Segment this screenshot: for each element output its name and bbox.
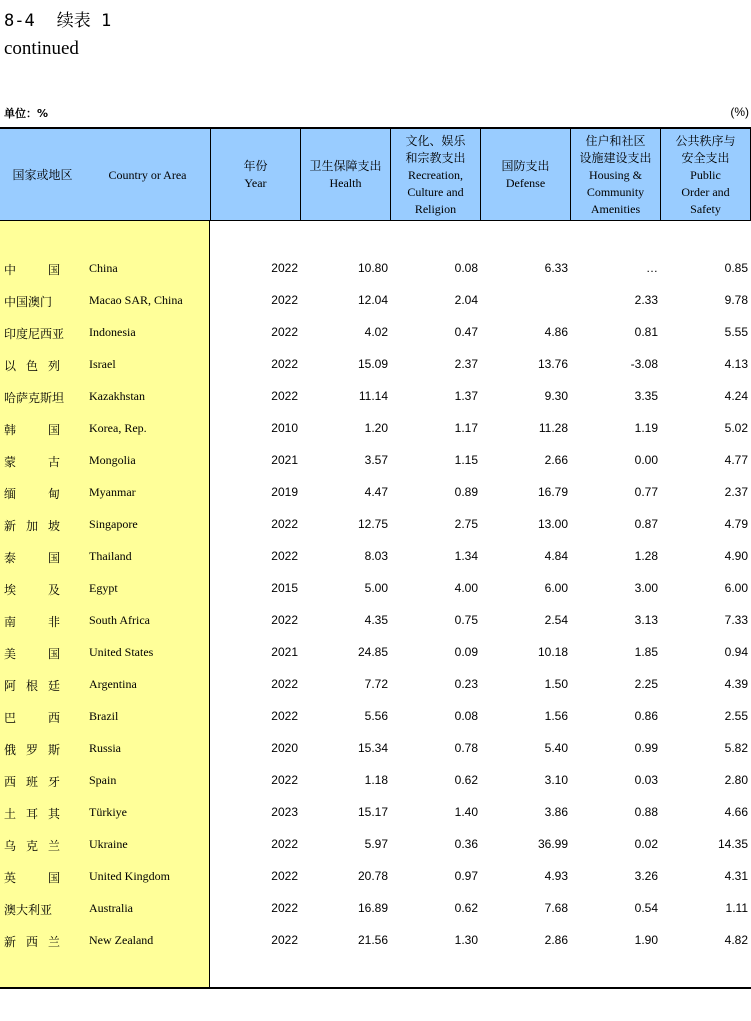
year-cell: 2023 bbox=[271, 805, 298, 819]
housing-cell: 0.88 bbox=[634, 805, 658, 819]
recreation-cell: 4.00 bbox=[454, 581, 478, 595]
year-cell: 2022 bbox=[271, 773, 298, 787]
recreation-cell: 1.17 bbox=[454, 421, 478, 435]
table-row bbox=[0, 259, 751, 279]
housing-cell: 0.99 bbox=[634, 741, 658, 755]
recreation-cell: 0.78 bbox=[454, 741, 478, 755]
country-name-en: Kazakhstan bbox=[89, 389, 145, 403]
health-cell: 7.72 bbox=[364, 677, 388, 691]
year-cell: 2022 bbox=[271, 869, 298, 883]
table-row bbox=[0, 739, 751, 759]
table-title bbox=[4, 6, 111, 31]
year-cell: 2015 bbox=[271, 581, 298, 595]
year-cell: 2022 bbox=[271, 325, 298, 339]
defense-cell: 4.84 bbox=[544, 549, 568, 563]
health-cell: 1.18 bbox=[364, 773, 388, 787]
year-cell: 2022 bbox=[271, 357, 298, 371]
housing-cell: 3.35 bbox=[634, 389, 658, 403]
health-cell: 12.04 bbox=[357, 293, 388, 307]
recreation-cell: 0.62 bbox=[454, 773, 478, 787]
public-order-cell: 1.11 bbox=[725, 901, 748, 915]
public-order-cell: 4.13 bbox=[724, 357, 748, 371]
recreation-cell: 2.04 bbox=[454, 293, 478, 307]
unit-label-zh: 单位：% bbox=[4, 107, 49, 120]
public-order-cell: 7.33 bbox=[724, 613, 748, 627]
country-name-zh: 中国 bbox=[4, 263, 60, 277]
recreation-cell: 0.08 bbox=[454, 261, 478, 275]
health-cell: 15.09 bbox=[357, 357, 388, 371]
health-cell: 21.56 bbox=[357, 933, 388, 947]
country-name-en: South Africa bbox=[89, 613, 150, 627]
health-cell: 5.97 bbox=[364, 837, 388, 851]
defense-cell: 5.40 bbox=[544, 741, 568, 755]
defense-cell: 6.33 bbox=[544, 261, 568, 275]
header-housing: 住户和社区 设施建设支出 Housing & Community Amenities bbox=[570, 129, 660, 221]
country-name-en: Brazil bbox=[89, 709, 119, 723]
table-row bbox=[0, 291, 751, 311]
defense-cell: 6.00 bbox=[544, 581, 568, 595]
health-cell: 20.78 bbox=[357, 869, 388, 883]
public-order-cell: 0.94 bbox=[724, 645, 748, 659]
recreation-cell: 1.15 bbox=[454, 453, 478, 467]
table-title-text: 续表 1 bbox=[56, 11, 112, 31]
defense-cell: 3.86 bbox=[544, 805, 568, 819]
public-order-cell: 6.00 bbox=[724, 581, 748, 595]
defense-cell: 13.76 bbox=[537, 357, 568, 371]
header-recreation: 文化、娱乐 和宗教支出 Recreation, Culture and Religion bbox=[390, 129, 480, 221]
housing-cell: 1.28 bbox=[634, 549, 658, 563]
country-name-en: United Kingdom bbox=[89, 869, 170, 883]
housing-cell: -3.08 bbox=[630, 357, 658, 371]
country-name-zh: 西班牙 bbox=[4, 775, 60, 789]
table-row bbox=[0, 483, 751, 503]
public-order-cell: 5.82 bbox=[724, 741, 748, 755]
country-name-en: China bbox=[89, 261, 118, 275]
country-name-zh: 阿根廷 bbox=[4, 679, 60, 693]
year-cell: 2019 bbox=[271, 485, 298, 499]
recreation-cell: 0.09 bbox=[454, 645, 478, 659]
health-cell: 15.17 bbox=[357, 805, 388, 819]
recreation-cell: 0.08 bbox=[454, 709, 478, 723]
country-name-zh: 中国澳门 bbox=[4, 295, 53, 309]
housing-cell: 0.02 bbox=[634, 837, 658, 851]
recreation-cell: 1.30 bbox=[454, 933, 478, 947]
country-name-en: Singapore bbox=[89, 517, 138, 531]
country-name-zh: 俄罗斯 bbox=[4, 743, 60, 757]
defense-cell: 1.56 bbox=[544, 709, 568, 723]
housing-cell: 0.87 bbox=[634, 517, 658, 531]
country-name-en: United States bbox=[89, 645, 154, 659]
country-name-zh: 以色列 bbox=[4, 359, 60, 373]
country-name-zh: 澳大利亚 bbox=[4, 903, 53, 917]
recreation-cell: 1.40 bbox=[454, 805, 478, 819]
table-row bbox=[0, 547, 751, 567]
country-name-en: Myanmar bbox=[89, 485, 136, 499]
table-row bbox=[0, 707, 751, 727]
defense-cell: 1.50 bbox=[544, 677, 568, 691]
health-cell: 11.14 bbox=[358, 389, 388, 403]
year-cell: 2022 bbox=[271, 517, 298, 531]
defense-cell: 11.28 bbox=[538, 421, 568, 435]
country-name-en: Spain bbox=[89, 773, 117, 787]
country-name-en: Thailand bbox=[89, 549, 132, 563]
table-row bbox=[0, 579, 751, 599]
country-name-zh: 蒙古 bbox=[4, 455, 60, 469]
defense-cell: 2.66 bbox=[544, 453, 568, 467]
table-row bbox=[0, 387, 751, 407]
table-row bbox=[0, 803, 751, 823]
header-defense: 国防支出 Defense bbox=[480, 129, 570, 221]
defense-cell: 36.99 bbox=[537, 837, 568, 851]
year-cell: 2021 bbox=[271, 645, 298, 659]
defense-cell: 10.18 bbox=[537, 645, 568, 659]
recreation-cell: 0.23 bbox=[454, 677, 478, 691]
table-row bbox=[0, 355, 751, 375]
year-cell: 2022 bbox=[271, 933, 298, 947]
year-cell: 2022 bbox=[271, 901, 298, 915]
health-cell: 3.57 bbox=[364, 453, 388, 467]
country-name-zh: 乌克兰 bbox=[4, 839, 60, 853]
unit-label-en: (%) bbox=[730, 105, 749, 119]
country-name-zh: 缅甸 bbox=[4, 487, 60, 501]
country-name-en: Egypt bbox=[89, 581, 118, 595]
recreation-cell: 2.75 bbox=[454, 517, 478, 531]
table-row bbox=[0, 899, 751, 919]
country-name-en: Indonesia bbox=[89, 325, 136, 339]
country-name-zh: 南非 bbox=[4, 615, 60, 629]
health-cell: 4.47 bbox=[364, 485, 388, 499]
health-cell: 4.35 bbox=[364, 613, 388, 627]
country-name-zh: 美国 bbox=[4, 647, 60, 661]
defense-cell: 16.79 bbox=[537, 485, 568, 499]
housing-cell: 2.33 bbox=[634, 293, 658, 307]
header-country-zh: 国家或地区 bbox=[12, 167, 73, 182]
year-cell: 2022 bbox=[271, 709, 298, 723]
year-cell: 2022 bbox=[271, 837, 298, 851]
year-cell: 2010 bbox=[271, 421, 298, 435]
recreation-cell: 0.62 bbox=[454, 901, 478, 915]
public-order-cell: 4.82 bbox=[724, 933, 748, 947]
header-public-order: 公共秩序与 安全支出 Public Order and Safety bbox=[660, 129, 751, 221]
public-order-cell: 9.78 bbox=[724, 293, 748, 307]
health-cell: 1.20 bbox=[364, 421, 388, 435]
public-order-cell: 4.24 bbox=[724, 389, 748, 403]
health-cell: 5.00 bbox=[364, 581, 388, 595]
table-subtitle: continued bbox=[4, 38, 79, 59]
housing-cell: 1.85 bbox=[634, 645, 658, 659]
housing-cell: 3.26 bbox=[634, 869, 658, 883]
public-order-cell: 4.90 bbox=[724, 549, 748, 563]
health-cell: 8.03 bbox=[364, 549, 388, 563]
country-name-zh: 巴西 bbox=[4, 711, 60, 725]
country-name-zh: 英国 bbox=[4, 871, 60, 885]
public-order-cell: 2.80 bbox=[724, 773, 748, 787]
defense-cell: 3.10 bbox=[544, 773, 568, 787]
table-row bbox=[0, 835, 751, 855]
health-cell: 24.85 bbox=[357, 645, 388, 659]
country-name-zh: 新西兰 bbox=[4, 935, 60, 949]
public-order-cell: 5.02 bbox=[724, 421, 748, 435]
header-health: 卫生保障支出 Health bbox=[300, 129, 390, 221]
country-name-zh: 韩国 bbox=[4, 423, 60, 437]
recreation-cell: 1.34 bbox=[454, 549, 478, 563]
public-order-cell: 14.35 bbox=[717, 837, 748, 851]
table-row bbox=[0, 931, 751, 951]
housing-cell: 3.00 bbox=[634, 581, 658, 595]
table-row bbox=[0, 419, 751, 439]
country-name-zh: 哈萨克斯坦 bbox=[4, 391, 65, 405]
housing-cell: 3.13 bbox=[634, 613, 658, 627]
housing-cell: 0.81 bbox=[634, 325, 658, 339]
public-order-cell: 4.31 bbox=[724, 869, 748, 883]
country-name-en: Russia bbox=[89, 741, 122, 755]
country-name-en: Ukraine bbox=[89, 837, 128, 851]
defense-cell: 2.54 bbox=[544, 613, 568, 627]
country-name-en: New Zealand bbox=[89, 933, 154, 947]
table-row bbox=[0, 675, 751, 695]
housing-cell: … bbox=[646, 261, 658, 275]
housing-cell: 0.03 bbox=[634, 773, 658, 787]
table-header bbox=[0, 127, 751, 221]
country-name-en: Argentina bbox=[89, 677, 137, 691]
country-name-zh: 泰国 bbox=[4, 551, 60, 565]
housing-cell: 2.25 bbox=[634, 677, 658, 691]
year-cell: 2022 bbox=[271, 549, 298, 563]
public-order-cell: 2.37 bbox=[724, 485, 748, 499]
country-name-en: Australia bbox=[89, 901, 133, 915]
public-order-cell: 5.55 bbox=[724, 325, 748, 339]
table-row bbox=[0, 771, 751, 791]
recreation-cell: 1.37 bbox=[454, 389, 478, 403]
table-row bbox=[0, 451, 751, 471]
country-name-en: Macao SAR, China bbox=[89, 293, 183, 307]
country-name-zh: 土耳其 bbox=[4, 807, 60, 821]
public-order-cell: 4.79 bbox=[724, 517, 748, 531]
country-name-en: Türkiye bbox=[89, 805, 127, 819]
housing-cell: 0.77 bbox=[634, 485, 658, 499]
health-cell: 15.34 bbox=[357, 741, 388, 755]
country-name-zh: 埃及 bbox=[4, 583, 60, 597]
year-cell: 2022 bbox=[271, 613, 298, 627]
health-cell: 5.56 bbox=[364, 709, 388, 723]
year-cell: 2021 bbox=[271, 453, 298, 467]
public-order-cell: 0.85 bbox=[724, 261, 748, 275]
table-row bbox=[0, 867, 751, 887]
health-cell: 12.75 bbox=[357, 517, 388, 531]
year-cell: 2022 bbox=[271, 261, 298, 275]
recreation-cell: 2.37 bbox=[454, 357, 478, 371]
recreation-cell: 0.36 bbox=[454, 837, 478, 851]
defense-cell: 9.30 bbox=[544, 389, 568, 403]
table-code: 8-4 bbox=[4, 11, 35, 31]
table-row bbox=[0, 611, 751, 631]
recreation-cell: 0.97 bbox=[454, 869, 478, 883]
recreation-cell: 0.47 bbox=[454, 325, 478, 339]
country-name-zh: 印度尼西亚 bbox=[4, 327, 65, 341]
header-year: 年份 Year bbox=[210, 129, 300, 221]
public-order-cell: 4.77 bbox=[724, 453, 748, 467]
housing-cell: 0.00 bbox=[634, 453, 658, 467]
table-row bbox=[0, 323, 751, 343]
public-order-cell: 4.39 bbox=[724, 677, 748, 691]
defense-cell: 13.00 bbox=[537, 517, 568, 531]
health-cell: 10.80 bbox=[357, 261, 388, 275]
year-cell: 2022 bbox=[271, 293, 298, 307]
defense-cell: 2.86 bbox=[544, 933, 568, 947]
recreation-cell: 0.75 bbox=[454, 613, 478, 627]
year-cell: 2022 bbox=[271, 677, 298, 691]
country-name-en: Israel bbox=[89, 357, 116, 371]
table-row bbox=[0, 515, 751, 535]
public-order-cell: 4.66 bbox=[724, 805, 748, 819]
defense-cell: 4.86 bbox=[544, 325, 568, 339]
defense-cell: 7.68 bbox=[544, 901, 568, 915]
housing-cell: 1.19 bbox=[634, 421, 658, 435]
housing-cell: 1.90 bbox=[634, 933, 658, 947]
housing-cell: 0.54 bbox=[634, 901, 658, 915]
table-bottom-rule bbox=[0, 987, 751, 989]
year-cell: 2022 bbox=[271, 389, 298, 403]
country-name-en: Mongolia bbox=[89, 453, 136, 467]
public-order-cell: 2.55 bbox=[724, 709, 748, 723]
health-cell: 4.02 bbox=[364, 325, 388, 339]
country-name-en: Korea, Rep. bbox=[89, 421, 147, 435]
defense-cell: 4.93 bbox=[544, 869, 568, 883]
country-name-zh: 新加坡 bbox=[4, 519, 60, 533]
health-cell: 16.89 bbox=[357, 901, 388, 915]
recreation-cell: 0.89 bbox=[454, 485, 478, 499]
header-country-en: Country or Area bbox=[108, 167, 187, 182]
table-row bbox=[0, 643, 751, 663]
year-cell: 2020 bbox=[271, 741, 298, 755]
housing-cell: 0.86 bbox=[634, 709, 658, 723]
